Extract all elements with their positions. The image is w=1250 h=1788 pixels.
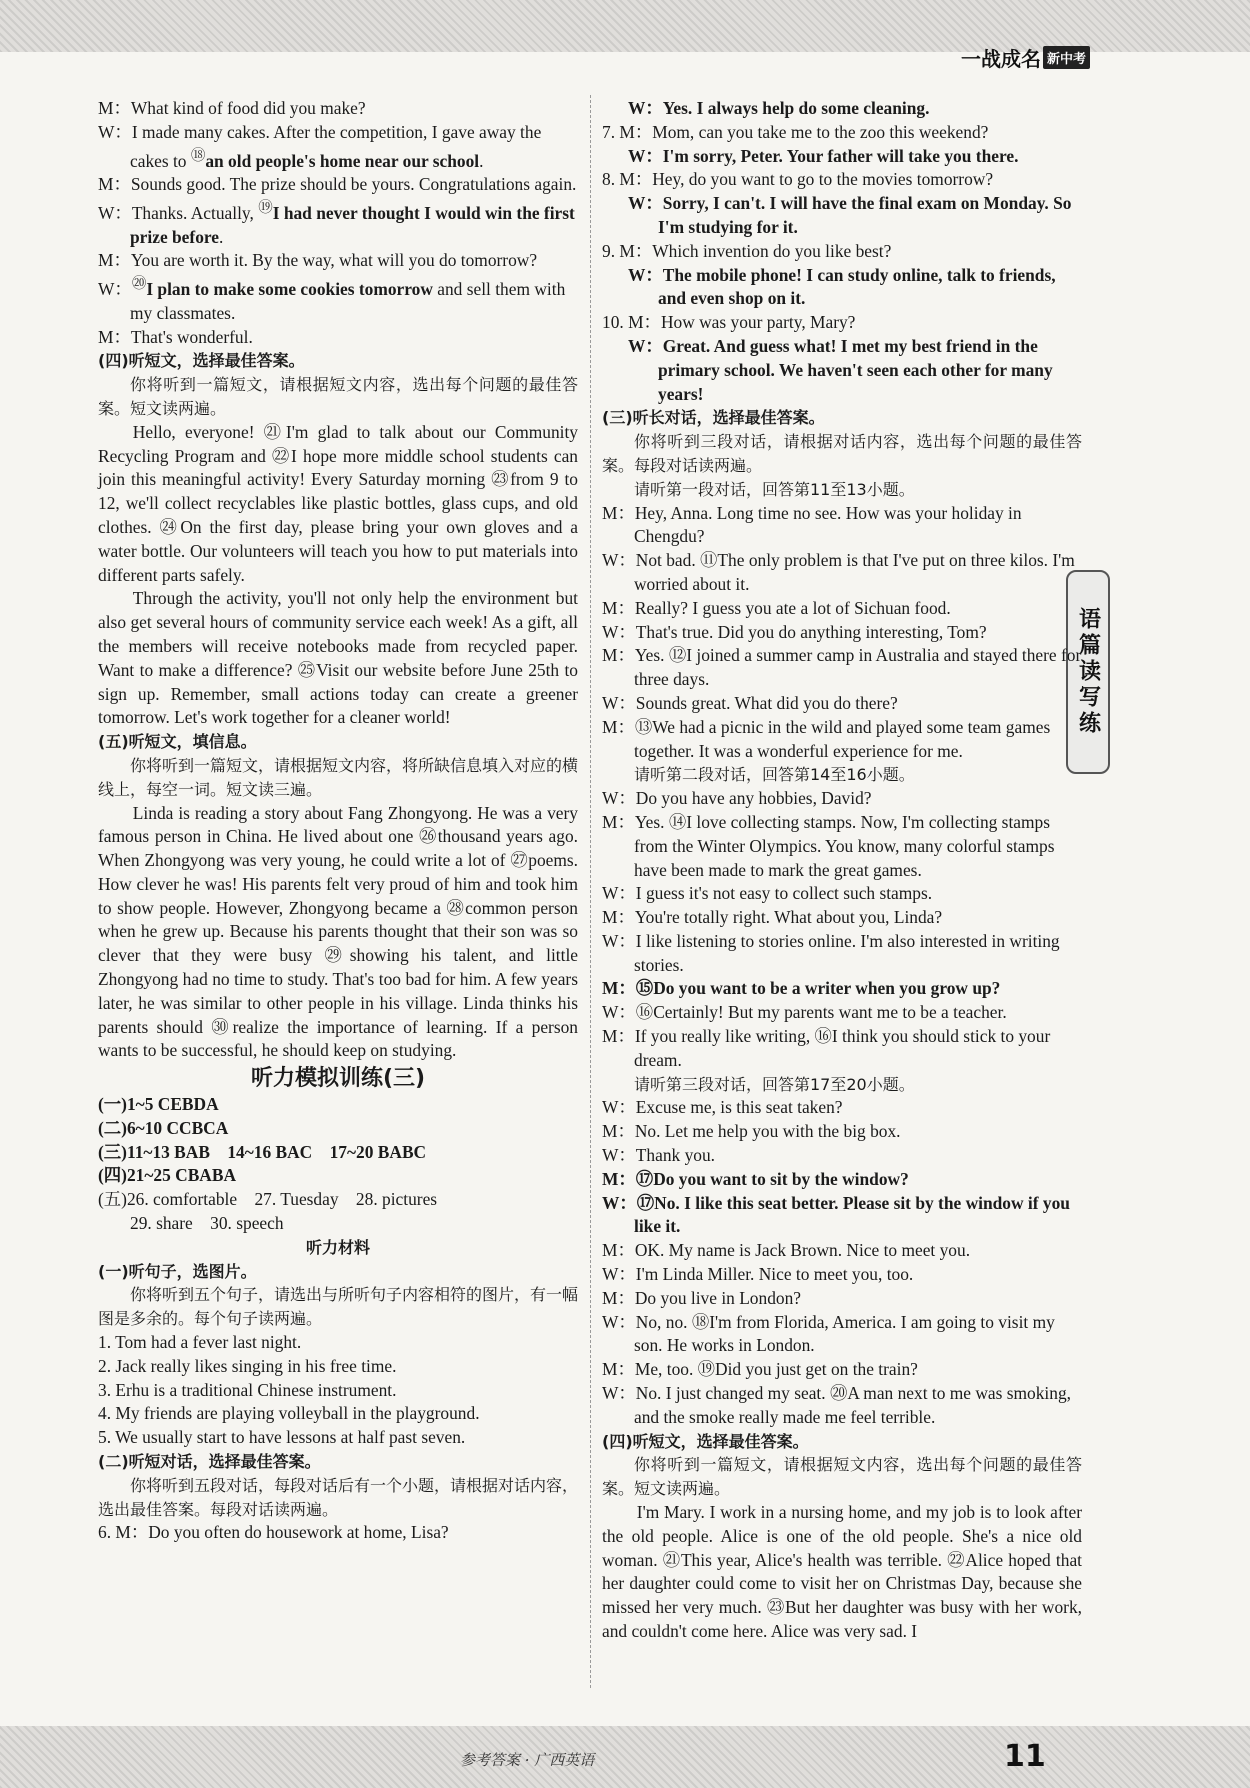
dialogue-line: W：Sounds great. What did you do there? (602, 692, 898, 713)
right-column (602, 97, 1082, 1644)
section-title: (五)听短文，填信息。 (98, 732, 257, 752)
dialogue-line: M：You are worth it. By the way, what will you do tomorrow? (98, 250, 538, 271)
sentence-item: 5. We usually start to have lessons at half past seven. (98, 1427, 466, 1448)
dialogue-line: 8. M：Hey, do you want to go to the movies tomorrow? (602, 169, 994, 190)
section-instruction: 你将听到一篇短文，请根据短文内容，选出每个问题的最佳答案。短文读两遍。 (98, 375, 578, 418)
dialogue-intro: 请听第二段对话，回答第14至16小题。 (634, 765, 915, 785)
answer-line: (三)11~13 BAB 14~16 BAC 17~20 BABC (98, 1141, 427, 1162)
section-instruction: 你将听到五段对话，每段对话后有一个小题，请根据对话内容，选出最佳答案。每段对话读两遍。 (98, 1475, 579, 1519)
left-column (98, 97, 578, 1545)
dialogue-line: 9. M：Which invention do you like best? (602, 240, 892, 261)
dialogue-line: M：What kind of food did you make? (98, 98, 366, 118)
dialogue-line: W：Yes. I always help do some cleaning. (628, 98, 930, 118)
column-divider (590, 95, 591, 1688)
side-section-tab: 语篇读写练 (1066, 570, 1110, 774)
dialogue-line: W：I made many cakes. After the competition, I gave away the cakes to ⑱an old people's home near our school. (98, 121, 542, 171)
dialogue-line: W：Thank you. (602, 1145, 716, 1166)
dialogue-line: W：No, no. ⑱I'm from Florida, America. I am going to visit my son. He works in London. (602, 1311, 1055, 1356)
dialogue-line: M：Really? I guess you ate a lot of Sichuan food. (602, 597, 951, 618)
dialogue-line: W：Sorry, I can't. I will have the final exam on Monday. So I'm studying for it. (628, 193, 1072, 237)
dialogue-line: M：That's wonderful. (98, 326, 253, 347)
dialogue-intro: 请听第一段对话，回答第11至13小题。 (634, 479, 915, 499)
sentence-item: 2. Jack really likes singing in his free time. (98, 1355, 397, 1376)
footer-label: 参考答案 · 广西英语 (460, 1751, 595, 1769)
sentence-item: 1. Tom had a fever last night. (98, 1332, 302, 1353)
dialogue-line: M：⑮Do you want to be a writer when you grow up? (602, 978, 1001, 999)
dialogue-line: M：Yes. ⑭I love collecting stamps. Now, I'm collecting stamps from the Winter Olympics. You know, many colorful stamps have been made to mark the great games. (602, 811, 1055, 880)
section-title: (四)听短文，选择最佳答案。 (602, 1431, 809, 1451)
brand-name: 一战成名 (960, 46, 1041, 71)
dialogue-line: M：⑬We had a picnic in the wild and played some team games together. It was a wonderful experience for me. (602, 716, 1051, 761)
passage-paragraph: Through the activity, you'll not only help the environment but also get several hours of community service each week! As a gift, all the members will receive notebooks made from recycled paper. Want to make a difference? ㉕Visit our website before June 25th to sign up. Remember, small actions today can create a greener tomorrow. Let's work together for a cleaner world! (98, 588, 578, 728)
answer-line: (五)26. comfortable 27. Tuesday 28. pictures (98, 1189, 438, 1210)
dialogue-line: M：If you really like writing, ⑯I think you should stick to your dream. (602, 1026, 1051, 1070)
dialogue-line: W：I'm Linda Miller. Nice to meet you, too. (602, 1264, 914, 1285)
dialogue-line: W：Thanks. Actually, ⑲I had never thought I would win the first prize before. (98, 199, 575, 247)
sentence-item: 4. My friends are playing volleyball in the playground. (98, 1403, 480, 1424)
sentence-item: 3. Erhu is a traditional Chinese instrument. (98, 1379, 397, 1400)
dialogue-line: W：Not bad. ⑪The only problem is that I've put on three kilos. I'm worried about it. (602, 550, 1075, 594)
dialogue-intro: 请听第三段对话，回答第17至20小题。 (634, 1074, 915, 1094)
brand-logo (961, 44, 1090, 70)
dialogue-line: W：I like listening to stories online. I'm also interested in writing stories. (602, 930, 1060, 975)
dialogue-line: W：I'm sorry, Peter. Your father will take you there. (628, 145, 1019, 166)
answer-line: (一)1~5 CEBDA (98, 1094, 219, 1115)
bottom-banner (0, 1726, 1250, 1788)
dialogue-line: 7. M：Mom, can you take me to the zoo this weekend? (602, 121, 989, 142)
page-number: 11 (1004, 1739, 1046, 1774)
dialogue-line: M：Yes. ⑫I joined a summer camp in Australia and stayed there for three days. (602, 645, 1082, 690)
answer-line: (四)21~25 CBABA (98, 1165, 237, 1186)
dialogue-line: W：No. I just changed my seat. ⑳A man next to me was smoking, and the smoke really made me feel terrible. (602, 1383, 1071, 1427)
section-title: (四)听短文，选择最佳答案。 (98, 351, 305, 371)
dialogue-line: M：You're totally right. What about you, Linda? (602, 907, 943, 928)
section-instruction: 你将听到一篇短文，请根据短文内容，选出每个问题的最佳答案。短文读两遍。 (602, 1455, 1082, 1499)
practice-title: 听力模拟训练(三) (250, 1066, 426, 1092)
passage-paragraph: Hello, everyone! ㉑I'm glad to talk about our Community Recycling Program and ㉒I hope more middle school students can join this meaningful activity! Every Saturday morning ㉓from 9 to 12, we'll collect recyclables like plastic bottles, glass cups, and old clothes. ㉔On the first day, please bring your own gloves and a water bottle. Our volunteers will teach you how to put materials into different parts safely. (98, 421, 578, 585)
dialogue-line: M：⑰Do you want to sit by the window? (602, 1168, 909, 1189)
answer-line: 29. share 30. speech (130, 1213, 284, 1234)
dialogue-line: M：OK. My name is Jack Brown. Nice to meet you. (602, 1240, 971, 1261)
dialogue-line: M：Hey, Anna. Long time no see. How was your holiday in Chengdu? (602, 502, 1022, 547)
dialogue-line: W：⑯Certainly! But my parents want me to be a teacher. (602, 1002, 1007, 1023)
section-title: (二)听短对话，选择最佳答案。 (98, 1452, 321, 1472)
passage-paragraph: Linda is reading a story about Fang Zhongyong. He was a very famous person in China. He lived about one ㉖thousand years ago. When Zhongyong was very young, he could write a lot of ㉗poems. How clever he was! His parents felt very proud of him and took him to show people. However, Zhongyong became a ㉘common person when he grew up. Because his parents thought that their son was so clever that they were busy ㉙showing his talent, and little Zhongyong had no time to study. That's too bad for him. A few years later, he was similar to other people in his village. Linda thinks his parents should ㉚realize the importance of learning. If a person wants to be successful, he should keep on studying. (98, 802, 578, 1061)
dialogue-line: W：I guess it's not easy to collect such stamps. (602, 883, 933, 904)
material-title: 听力材料 (305, 1237, 370, 1257)
dialogue-line: W：⑰No. I like this seat better. Please sit by the window if you like it. (602, 1192, 1070, 1237)
dialogue-line: W：Excuse me, is this seat taken? (602, 1097, 843, 1118)
dialogue-line: W：The mobile phone! I can study online, talk to friends, and even shop on it. (628, 264, 1056, 309)
dialogue-line: W：Do you have any hobbies, David? (602, 788, 872, 809)
passage-paragraph: I'm Mary. I work in a nursing home, and my job is to look after the old people. Alice is one of the old people. She's a nice old woman. ㉑This year, Alice's health was terrible. ㉒Alice hoped that her daughter could come to visit her on Christmas Day, because she missed her very much. ㉓But her daughter was busy with her work, and couldn't come here. Alice was very sad. I (602, 1502, 1082, 1641)
dialogue-line: 10. M：How was your party, Mary? (602, 312, 856, 333)
section-instruction: 你将听到一篇短文，请根据短文内容，将所缺信息填入对应的横线上，每空一词。短文读三遍。 (98, 755, 579, 799)
dialogue-line: M：Do you live in London? (602, 1287, 802, 1308)
dialogue-line: M：No. Let me help you with the big box. (602, 1121, 901, 1142)
answer-line: (二)6~10 CCBCA (98, 1117, 229, 1138)
dialogue-line: W：That's true. Did you do anything interesting, Tom? (602, 621, 987, 642)
dialogue-line: W：⑳I plan to make some cookies tomorrow and sell them with my classmates. (98, 276, 566, 323)
section-title: (一)听句子，选图片。 (98, 1261, 257, 1281)
dialogue-line: 6. M：Do you often do housework at home, Lisa? (98, 1522, 449, 1543)
dialogue-line: M：Me, too. ⑲Did you just get on the train? (602, 1359, 918, 1380)
section-title: (三)听长对话，选择最佳答案。 (602, 408, 825, 428)
dialogue-line: W：Great. And guess what! I met my best friend in the primary school. We haven't seen each other for many years! (628, 335, 1053, 404)
section-instruction: 你将听到三段对话，请根据对话内容，选出每个问题的最佳答案。每段对话读两遍。 (602, 432, 1082, 475)
dialogue-line: M：Sounds good. The prize should be yours. Congratulations again. (98, 174, 577, 195)
section-instruction: 你将听到五个句子，请选出与所听句子内容相符的图片，有一幅图是多余的。每个句子读两遍。 (98, 1285, 579, 1329)
brand-tag: 新中考 (1043, 46, 1090, 69)
